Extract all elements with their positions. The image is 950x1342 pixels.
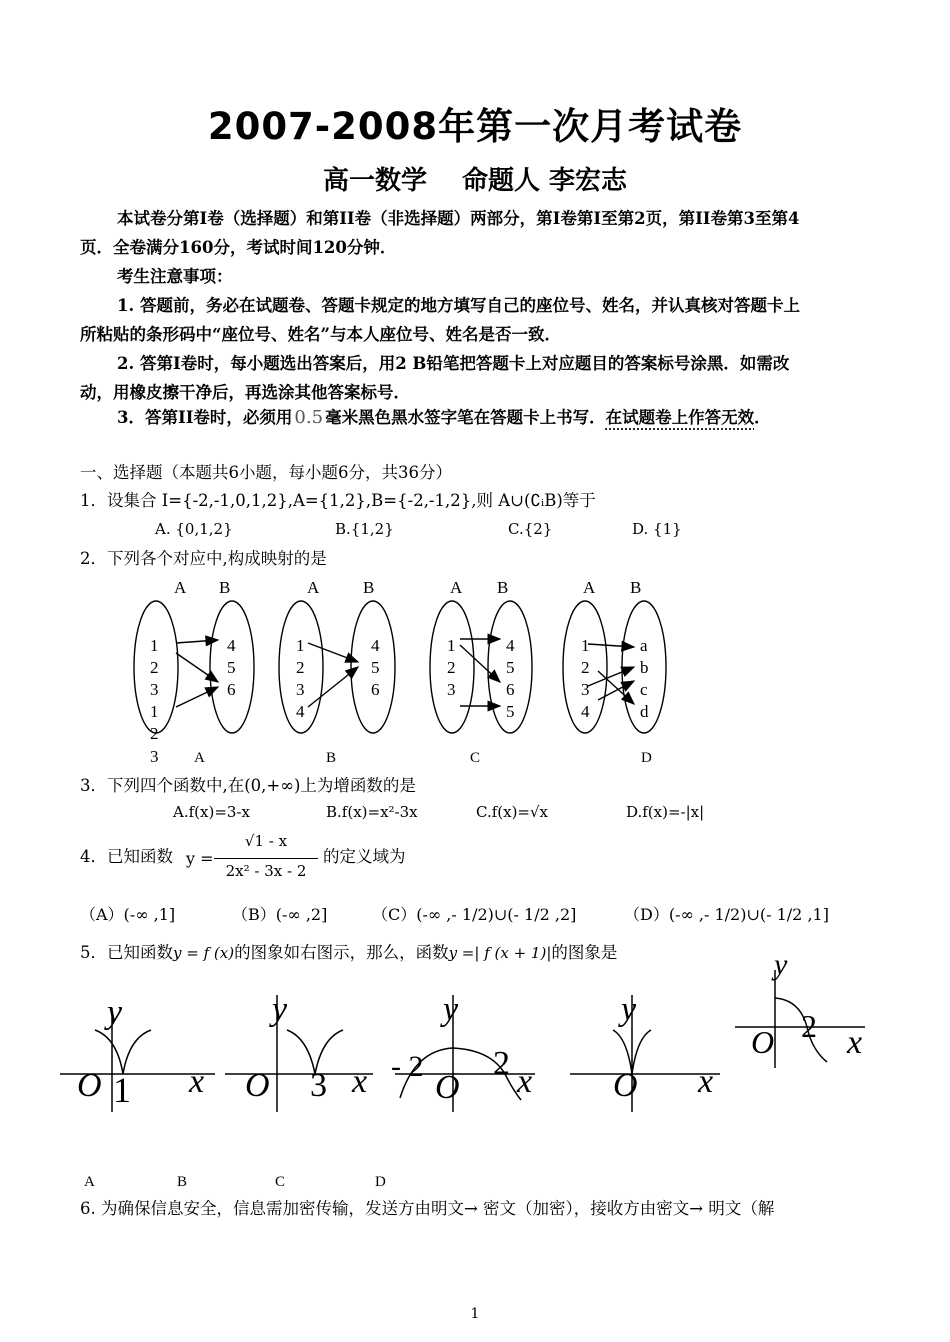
svg-text:1: 1 xyxy=(296,636,305,655)
page-subtitle: 高一数学 命题人 李宏志 xyxy=(322,166,628,196)
svg-text:3: 3 xyxy=(150,680,159,699)
question-4-prefix: 4．已知函数 xyxy=(80,847,173,866)
svg-text:A: A xyxy=(174,578,187,597)
svg-text:x: x xyxy=(352,1063,368,1100)
mapping-diagram-d xyxy=(563,601,666,733)
question-3-text: 3．下列四个函数中,在(0,+∞)上为增函数的是 xyxy=(80,776,416,795)
question-1-option-a: A. {0,1,2} xyxy=(155,520,233,538)
svg-text:a: a xyxy=(640,636,648,655)
intro-line-8 xyxy=(117,403,771,432)
section-heading: 一、选择题（本题共6小题，每小题6分，共36分） xyxy=(80,463,452,482)
question-5-part-b: 的图象如右图示，那么，函数 xyxy=(234,943,449,962)
question-3-option-a: A.f(x)=3-x xyxy=(173,803,250,821)
question-5-func-1: y = f (x) xyxy=(173,944,235,962)
svg-text:6: 6 xyxy=(227,680,236,699)
svg-text:y: y xyxy=(272,991,288,1028)
intro-line-8-thickness: 0.5 xyxy=(294,407,324,428)
svg-text:y: y xyxy=(443,991,459,1028)
svg-text:4: 4 xyxy=(227,636,236,655)
page-number: 1 xyxy=(470,1306,480,1322)
svg-text:1: 1 xyxy=(150,702,159,721)
intro-line-3: 考生注意事项： xyxy=(117,267,233,286)
svg-text:3: 3 xyxy=(447,680,456,699)
svg-text:y: y xyxy=(774,950,788,981)
intro-line-8-end: ． xyxy=(754,408,771,427)
question-4-option-c: （C）(-∞ ,- 1/2)∪(- 1/2 ,2] xyxy=(372,905,577,924)
intro-line-7: 动，用橡皮擦干净后，再选涂其他答案标号． xyxy=(80,383,410,402)
question-4-option-b: （B）(-∞ ,2] xyxy=(232,905,328,924)
graph-label-c: C xyxy=(275,1174,286,1190)
svg-text:x: x xyxy=(698,1063,714,1100)
svg-text:4: 4 xyxy=(581,702,590,721)
question-1-option-c: C.{2} xyxy=(508,520,553,538)
svg-text:6: 6 xyxy=(506,680,515,699)
intro-line-6: 2. 答第I卷时，每小题选出答案后，用2 B铅笔把答题卡上对应题目的答案标号涂黑．如需改 xyxy=(117,354,790,373)
question-1-option-b: B.{1,2} xyxy=(335,520,394,538)
svg-text:B: B xyxy=(219,578,231,597)
svg-text:1: 1 xyxy=(581,636,590,655)
mapping-diagrams xyxy=(120,575,680,770)
graph-label-b: B xyxy=(177,1174,188,1190)
svg-text:4: 4 xyxy=(371,636,380,655)
svg-text:x: x xyxy=(847,1024,863,1061)
svg-text:O: O xyxy=(435,1069,460,1106)
svg-text:2: 2 xyxy=(150,724,159,743)
diagram-label-d: D xyxy=(641,750,652,766)
question-5-part-a: 5．已知函数 xyxy=(80,943,173,962)
svg-text:c: c xyxy=(640,680,648,699)
question-4-suffix: 的定义域为 xyxy=(323,847,406,866)
svg-text:b: b xyxy=(640,658,649,677)
question-3-option-d: D.f(x)=-|x| xyxy=(626,803,705,821)
svg-text:B: B xyxy=(630,578,642,597)
svg-text:3: 3 xyxy=(296,680,305,699)
svg-text:5: 5 xyxy=(506,658,515,677)
svg-text:O: O xyxy=(245,1067,270,1104)
page-title: 2007-2008年第一次月考试卷 xyxy=(207,105,743,148)
intro-line-2: 页．全卷满分160分，考试时间120分钟． xyxy=(80,238,397,257)
diagram-label-b: B xyxy=(326,750,337,766)
svg-text:- 2: - 2 xyxy=(391,1050,424,1083)
svg-text:2: 2 xyxy=(581,658,590,677)
question-3-option-c: C.f(x)=√x xyxy=(476,803,549,821)
svg-text:2: 2 xyxy=(801,1008,817,1044)
svg-text:y: y xyxy=(621,991,637,1028)
intro-line-8-part-c: 毫米黑色黑水签字笔在答题卡上书写． xyxy=(325,408,606,427)
svg-text:1: 1 xyxy=(150,636,159,655)
svg-text:O: O xyxy=(77,1067,102,1104)
mapping-diagram-c xyxy=(430,601,532,733)
question-1-text: 1．设集合 I={-2,-1,0,1,2},A={1,2},B={-2,-1,2},则 A∪(∁ᵢB)等于 xyxy=(80,491,596,510)
intro-line-8-emphasis: 在试题卷上作答无效 xyxy=(605,408,755,427)
svg-text:x: x xyxy=(189,1063,205,1100)
svg-text:O: O xyxy=(613,1067,638,1104)
svg-text:2: 2 xyxy=(493,1045,510,1082)
graph-label-d: D xyxy=(375,1174,386,1190)
question-5-part-c: 的图象是 xyxy=(551,943,618,962)
svg-text:d: d xyxy=(640,702,649,721)
question-4-formula-lhs: y = xyxy=(186,849,214,868)
intro-line-1: 本试卷分第I卷（选择题）和第II卷（非选择题）两部分，第I卷第I至第2页，第II卷第3至第4 xyxy=(117,209,800,228)
svg-text:4: 4 xyxy=(296,702,305,721)
svg-text:1: 1 xyxy=(447,636,456,655)
svg-text:A: A xyxy=(450,578,463,597)
svg-text:3: 3 xyxy=(581,680,590,699)
svg-text:2: 2 xyxy=(296,658,305,677)
svg-text:A: A xyxy=(583,578,596,597)
question-4-numerator: √1 - x xyxy=(244,832,288,850)
svg-text:6: 6 xyxy=(371,680,380,699)
svg-text:4: 4 xyxy=(506,636,515,655)
intro-line-4: 1. 答题前，务必在试题卷、答题卡规定的地方填写自己的座位号、姓名，并认真核对答题卡上 xyxy=(117,296,800,315)
svg-text:y: y xyxy=(107,994,123,1031)
diagram-label-a: A xyxy=(194,750,205,766)
function-graphs xyxy=(55,950,885,1125)
question-6-text: 6. 为确保信息安全，信息需加密传输，发送方由明文→ 密文（加密），接收方由密文→ 明文（解 xyxy=(80,1199,775,1218)
question-1-option-d: D. {1} xyxy=(632,520,682,538)
svg-text:O: O xyxy=(751,1024,775,1060)
svg-text:3: 3 xyxy=(150,747,159,766)
svg-text:5: 5 xyxy=(227,658,236,677)
question-4-option-d: （D）(-∞ ,- 1/2)∪(- 1/2 ,1] xyxy=(624,905,829,924)
question-2-text: 2．下列各个对应中,构成映射的是 xyxy=(80,549,327,568)
svg-text:2: 2 xyxy=(447,658,456,677)
question-5-func-2: y =| f (x + 1)| xyxy=(448,944,552,962)
question-4-option-a: （A）(-∞ ,1] xyxy=(80,905,176,924)
fraction-bar xyxy=(214,858,318,859)
graph-label-a: A xyxy=(84,1174,95,1190)
svg-text:B: B xyxy=(497,578,509,597)
svg-text:A: A xyxy=(307,578,320,597)
svg-text:5: 5 xyxy=(506,702,515,721)
question-4-denominator: 2x² - 3x - 2 xyxy=(225,862,307,880)
intro-line-8-part-a: 3．答第II卷时，必须用 xyxy=(117,408,293,427)
svg-text:3: 3 xyxy=(310,1067,327,1104)
question-3-option-b: B.f(x)=x²-3x xyxy=(326,803,418,821)
svg-text:x: x xyxy=(517,1063,533,1100)
svg-text:5: 5 xyxy=(371,658,380,677)
svg-text:2: 2 xyxy=(150,658,159,677)
svg-text:B: B xyxy=(363,578,375,597)
diagram-label-c: C xyxy=(470,750,481,766)
svg-text:1: 1 xyxy=(113,1070,131,1110)
intro-line-5: 所粘贴的条形码中“座位号、姓名”与本人座位号、姓名是否一致． xyxy=(80,325,561,344)
